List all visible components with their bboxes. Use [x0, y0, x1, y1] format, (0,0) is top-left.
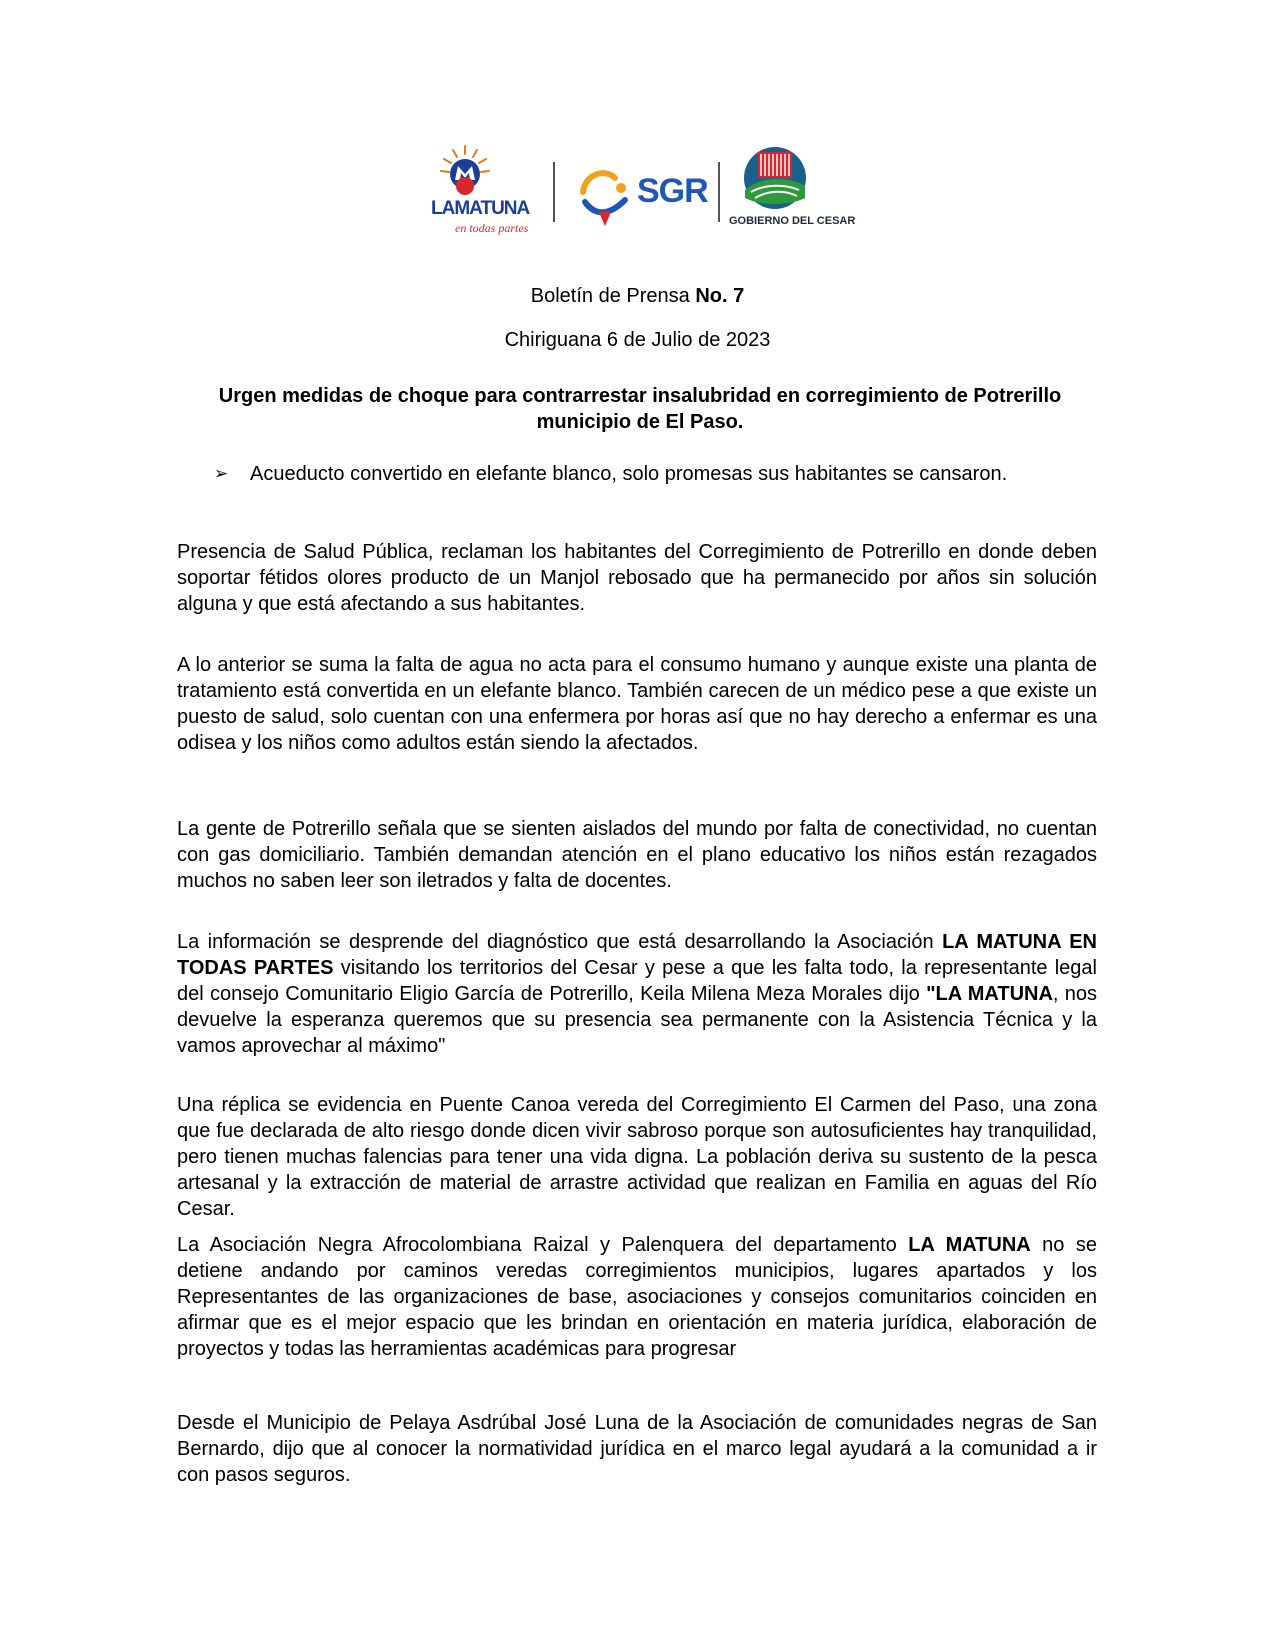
paragraph-4-bold: "LA MATUNA: [926, 983, 1053, 1005]
paragraph-4-bold: LA MATUNA EN TODAS PARTES: [177, 931, 1097, 979]
bulletin-label: Boletín de Prensa: [530, 285, 696, 307]
header-logos: [425, 142, 856, 242]
paragraph-7: Desde el Municipio de Pelaya Asdrúbal José Luna de la Asociación de comunidades negras de San Bernardo, dijo que al conocer la normatividad jurídica en el marco legal ayudará a la comunidad a ir con pasos seguros.: [177, 1412, 1097, 1486]
headline: Urgen medidas de choque para contrarrestar insalubridad en corregimiento de Potrerillo municipio de El Paso.: [218, 385, 1062, 433]
gobierno-del-cesar-logo: [725, 142, 856, 242]
dateline: Chiriguana 6 de Julio de 2023: [504, 329, 771, 351]
sgr-wordmark: SGR: [637, 172, 708, 210]
cesar-emblem-icon: [725, 142, 845, 214]
paragraph-4-text: , nos devuelve la esperanza queremos que su presencia sea permanente con la Asistencia Técnica y la vamos aprovechar al máximo": [177, 983, 1098, 1057]
paragraph-2: A lo anterior se suma la falta de agua no acta para el consumo humano y aunque existe una planta de tratamiento está convertida en un elefante blanco. También carecen de un médico pese a que existe un puesto de salud, solo cuentan con una enfermera por horas así que no hay derecho a enfermar es una odisea y los niños como adultos están siendo la afectados.: [177, 654, 1097, 754]
paragraph-5: Una réplica se evidencia en Puente Canoa vereda del Corregimiento El Carmen del Paso, una zona que fue declarada de alto riesgo donde dicen vivir sabroso porque son autosuficientes hay tranquilidad, pero tienen muchas falencias para tener una vida digna. La población deriva su sustento de la pesca artesanal y la extracción de material de arrastre actividad que realizan en Familia en aguas del Río Cesar.: [177, 1094, 1097, 1220]
arrow-bullet-icon: ➢: [214, 464, 229, 483]
gobierno-del-cesar-wordmark: GOBIERNO DEL CESAR: [729, 215, 856, 227]
la-matuna-wordmark: LAMATUNA: [431, 198, 530, 219]
paragraph-3: La gente de Potrerillo señala que se sienten aislados del mundo por falta de conectividad, no cuentan con gas domiciliario. También demandan atención en el plano educativo los niños están rezagados muchos no saben leer son iletrados y falta de docentes.: [177, 818, 1097, 892]
paragraph-6-text: La Asociación Negra Afrocolombiana Raizal y Palenquera del departamento: [177, 1234, 909, 1256]
bullet-text: Acueducto convertido en elefante blanco, solo promesas sus habitantes se cansaron.: [250, 463, 1008, 485]
paragraph-4-text: La información se desprende del diagnóstico que está desarrollando la Asociación: [177, 931, 943, 953]
paragraph-4-text: visitando los territorios del Cesar y pese a que les falta todo, la representante legal del consejo Comunitario Eligio García de Potrerillo, Keila Milena Meza Morales dijo: [177, 957, 1097, 1005]
paragraph-6-bold: LA MATUNA: [908, 1234, 1031, 1256]
paragraph-6-text: no se detiene andando por caminos veredas corregimientos municipios, lugares apartados y los Representantes de las organizaciones de base, asociaciones y consejos comunitarios coinciden en afirmar que es el mejor espacio que les brindan en orientación en materia jurídica, elaboración de proyectos y todas las herramientas académicas para progresar: [177, 1234, 1097, 1360]
paragraph-1: Presencia de Salud Pública, reclaman los habitantes del Corregimiento de Potrerillo en donde deben soportar fétidos olores producto de un Manjol rebosado que ha permanecido por años sin solución alguna y que está afectando a sus habitantes.: [177, 541, 1097, 615]
bulletin-title: [0, 285, 1275, 308]
paragraph-6: [177, 1232, 1097, 1362]
sgr-logo: [575, 162, 715, 232]
logo-divider: [718, 162, 720, 222]
bulletin-number: No. 7: [695, 285, 745, 307]
sgr-figure-icon: [575, 162, 635, 232]
la-matuna-tagline: en todas partes: [455, 221, 529, 235]
sun-m-icon: [425, 142, 545, 202]
la-matuna-logo: [425, 142, 545, 242]
logo-divider: [553, 162, 555, 222]
paragraph-4: [177, 929, 1097, 1059]
